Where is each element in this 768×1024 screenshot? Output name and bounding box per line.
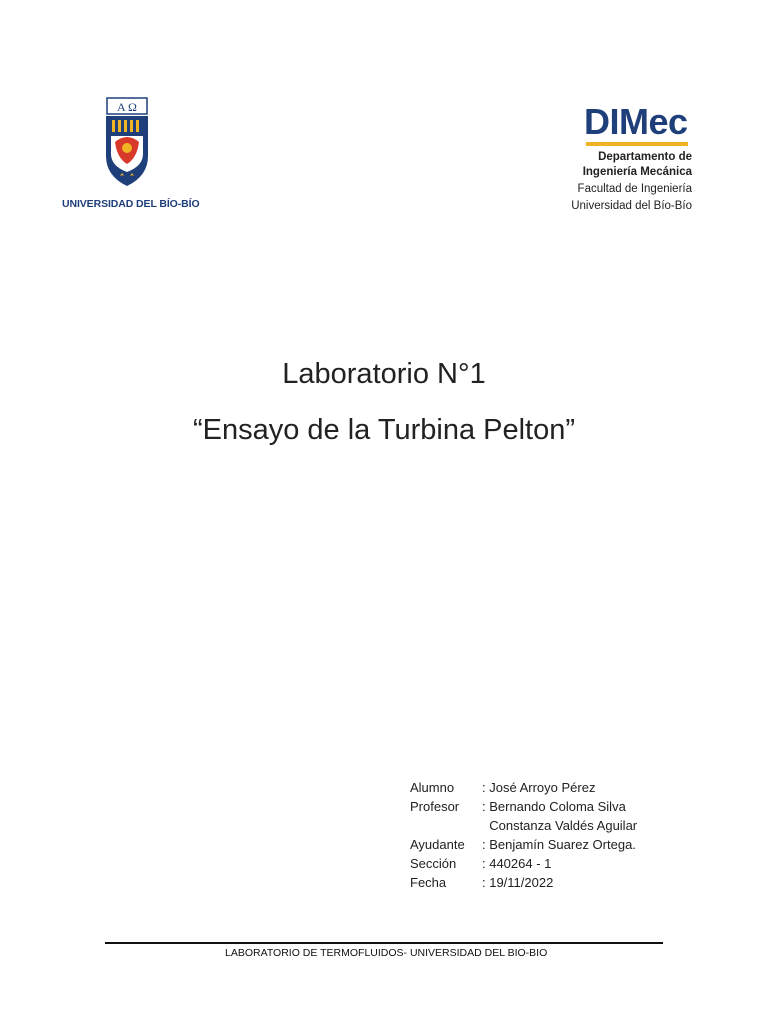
info-label: Alumno (410, 780, 455, 795)
info-value: : Benjamín Suarez Ortega. (482, 837, 636, 852)
ubb-logo (62, 96, 200, 216)
info-value: Constanza Valdés Aguilar (482, 818, 638, 833)
info-label: Profesor (410, 799, 460, 814)
dimec-line-department: Departamento de (598, 151, 692, 163)
footer-divider (105, 942, 663, 944)
crest-symbols: A Ω (117, 100, 137, 114)
info-value: : 19/11/2022 (482, 875, 554, 890)
info-value: : José Arroyo Pérez (482, 780, 596, 795)
title-line-1: Laboratorio N°1 (282, 358, 486, 390)
footer-text: LABORATORIO DE TERMOFLUIDOS- UNIVERSIDAD DEL BIO-BIO (225, 947, 548, 959)
dimec-line-engineering: Ingeniería Mecánica (582, 166, 692, 178)
ubb-crest-icon (103, 96, 151, 188)
dimec-wordmark: DIMec (584, 101, 688, 142)
title-line-2: “Ensayo de la Turbina Pelton” (192, 414, 576, 446)
info-label: Ayudante (410, 837, 465, 852)
dimec-logo (572, 102, 697, 217)
dimec-line-university: Universidad del Bío-Bío (571, 200, 692, 212)
dimec-accent-bar (586, 142, 688, 146)
info-label: Sección (410, 856, 457, 871)
info-label: Fecha (410, 875, 447, 890)
info-value: : 440264 - 1 (482, 856, 552, 871)
ubb-name: UNIVERSIDAD DEL BÍO-BÍO (62, 198, 200, 210)
dimec-line-faculty: Facultad de Ingeniería (577, 183, 692, 195)
info-value: : Bernando Coloma Silva (482, 799, 626, 814)
